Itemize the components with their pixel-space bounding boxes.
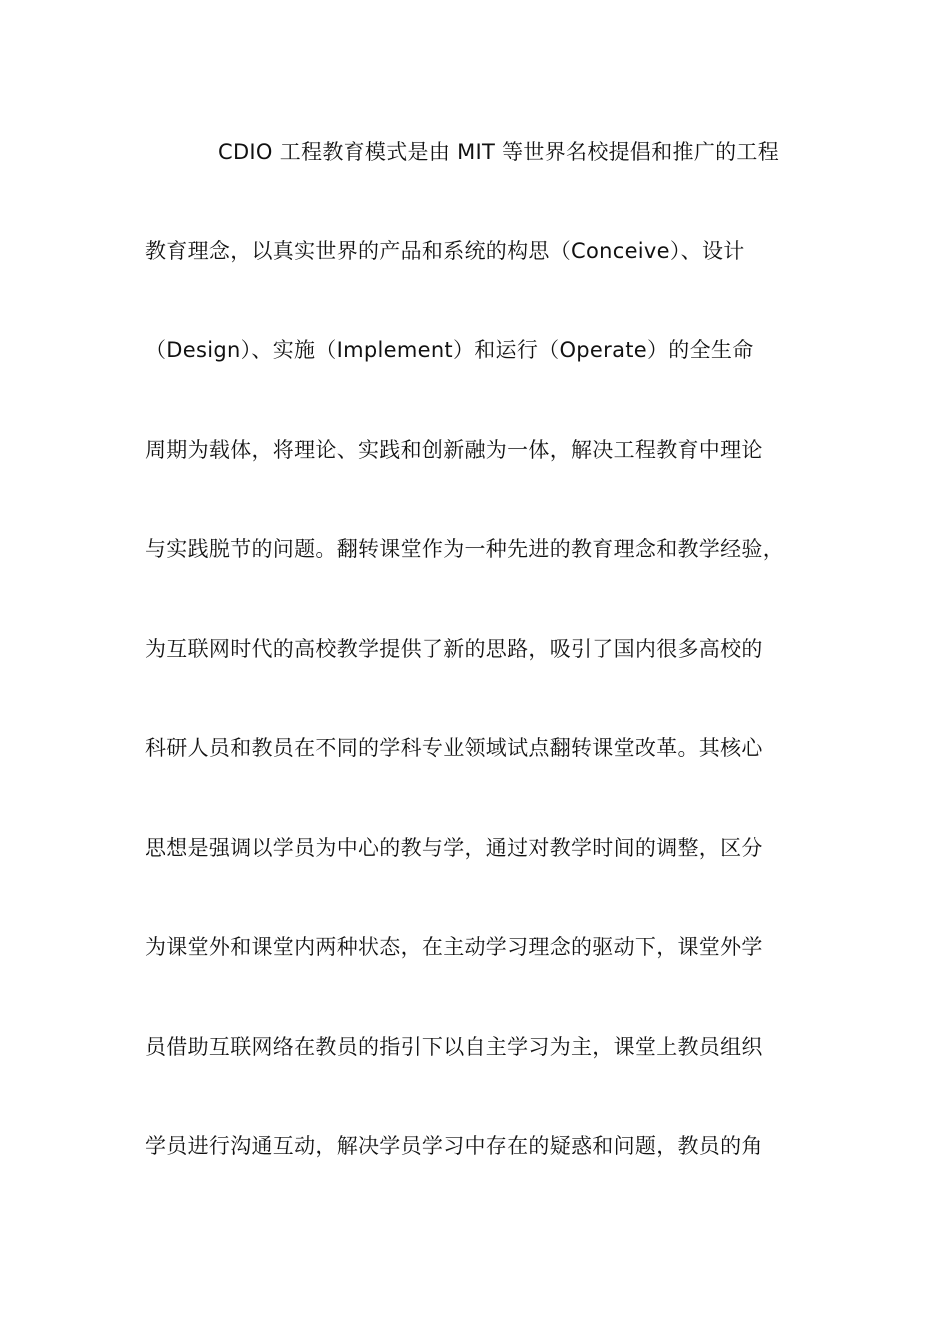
- paragraph-line: 员借助互联网络在教员的指引下以自主学习为主，课堂上教员组织: [145, 1035, 763, 1059]
- paragraph-line: 教育理念，以真实世界的产品和系统的构思（Conceive）、设计: [145, 239, 745, 263]
- paragraph-line: （Design）、实施（Implement）和运行（Operate）的全生命: [145, 338, 754, 362]
- paragraph-line: 为课堂外和课堂内两种状态，在主动学习理念的驱动下，课堂外学: [145, 935, 763, 959]
- paragraph-line: 周期为载体，将理论、实践和创新融为一体，解决工程教育中理论: [145, 438, 763, 462]
- paragraph-line: 与实践脱节的问题。翻转课堂作为一种先进的教育理念和教学经验，: [145, 537, 784, 561]
- paragraph-line: CDIO 工程教育模式是由 MIT 等世界名校提倡和推广的工程: [218, 140, 780, 164]
- paragraph-line: 学员进行沟通互动，解决学员学习中存在的疑惑和问题，教员的角: [145, 1134, 763, 1158]
- paragraph-line: 为互联网时代的高校教学提供了新的思路，吸引了国内很多高校的: [145, 637, 763, 661]
- paragraph-line: 思想是强调以学员为中心的教与学，通过对教学时间的调整，区分: [145, 836, 763, 860]
- paragraph-line: 科研人员和教员在不同的学科专业领域试点翻转课堂改革。其核心: [145, 736, 763, 760]
